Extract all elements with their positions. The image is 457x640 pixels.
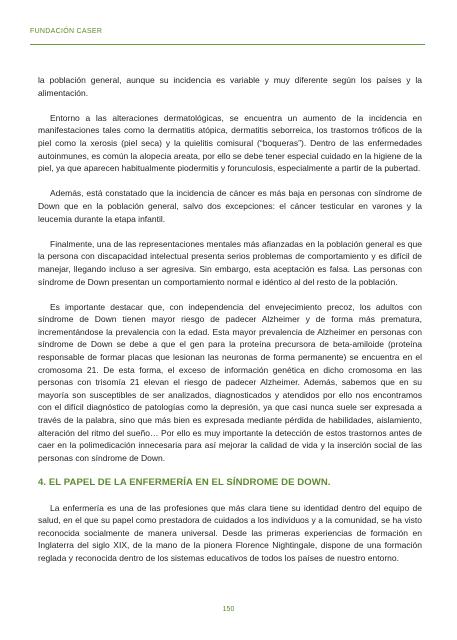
paragraph-cancer: Además, está constatado que la incidencia de cáncer es más baja en personas con síndrome de Down que en la población general, salvo dos excepciones: el cáncer testicular en varones y la leucemia durante la etapa infantil.	[38, 188, 422, 224]
running-header: FUNDACIÓN CASER	[30, 28, 103, 35]
page-number: 150	[222, 606, 235, 613]
paragraph-dermatology: Entorno a las alteraciones dermatológicas, se encuentra un aumento de la incidencia en manifestaciones tales como la dermatitis atópica, dermatitis seborreica, los trastornos tróficos de la piel como la xerosis (piel seca) y la quielitis comisural (“boqueras”). Dentro de las enfermedades autoinmunes, es común la alopecia areata, por ello se debe tener especial cuidado en la higiene de la piel, ya que aparecen habitualmente piodermitis y forunculosis, especialmente a partir de la pubertad.	[38, 112, 422, 174]
page-body	[38, 74, 422, 577]
header-divider	[30, 44, 425, 45]
paragraph-continued: la población general, aunque su incidencia es variable y muy diferente según los países y la alimentación.	[38, 75, 422, 98]
section-heading: 4. EL PAPEL DE LA ENFERMERÍA EN EL SÍNDROME DE DOWN.	[38, 477, 331, 488]
paragraph-nursing: La enfermería es una de las profesiones que más clara tiene su identidad dentro del equipo de salud, en el que su papel como prestadora de cuidados a los individuos y a la comunidad, se ha visto reconocida socialmente de manera universal. Desde las primeras experiencias de formación en Inglaterra del siglo XIX, de la mano de la pionera Florence Nightingale, dispone de una formación reglada y reconocida dentro de los sistemas educativos de todos los países de nuestro entorno.	[38, 502, 422, 563]
paragraph-behavior: Finalmente, una de las representaciones mentales más afianzadas en la población general es que la persona con discapacidad intelectual presenta serios problemas de comportamiento y es difícil de manejar, llegando incluso a ser agresiva. Sin embargo, esta aceptación es falsa. Las personas con síndrome de Down presentan un comportamiento normal e idéntico al del resto de la población.	[38, 238, 422, 287]
paragraph-alzheimer: Es importante destacar que, con independencia del envejecimiento precoz, los adultos con síndrome de Down tienen mayor riesgo de padecer Alzheimer y de forma más prematura, incrementándose la prevalencia con la edad. Esta mayor prevalencia de Alzheimer en personas con síndrome de Down se debe a que el gen para la proteína precursora de beta-amiloide (proteína responsable de formar placas que lesionan las neuronas de forma permanente) se encuentra en el cromosoma 21. De esta forma, el exceso de información genética en dicho cromosoma en las personas con trisomía 21 elevan el riesgo de padecer Alzheimer. Además, sabemos que en su mayoría son susceptibles de ser analizados, diagnosticados y atendidos por ello nos encontramos con el difícil diagnóstico de patologías como la depresión, ya que casi nunca suele ser expresada a través de la palabra, sino que más bien es expresada mediante pérdida de habilidades, aislamiento, alteración del ritmo del sueño… Por ello es muy importante la detección de estos trastornos antes de caer en la polimedicación innecesaria para así mejorar la calidad de vida y la inserción social de las personas con síndrome de Down.	[38, 301, 422, 463]
